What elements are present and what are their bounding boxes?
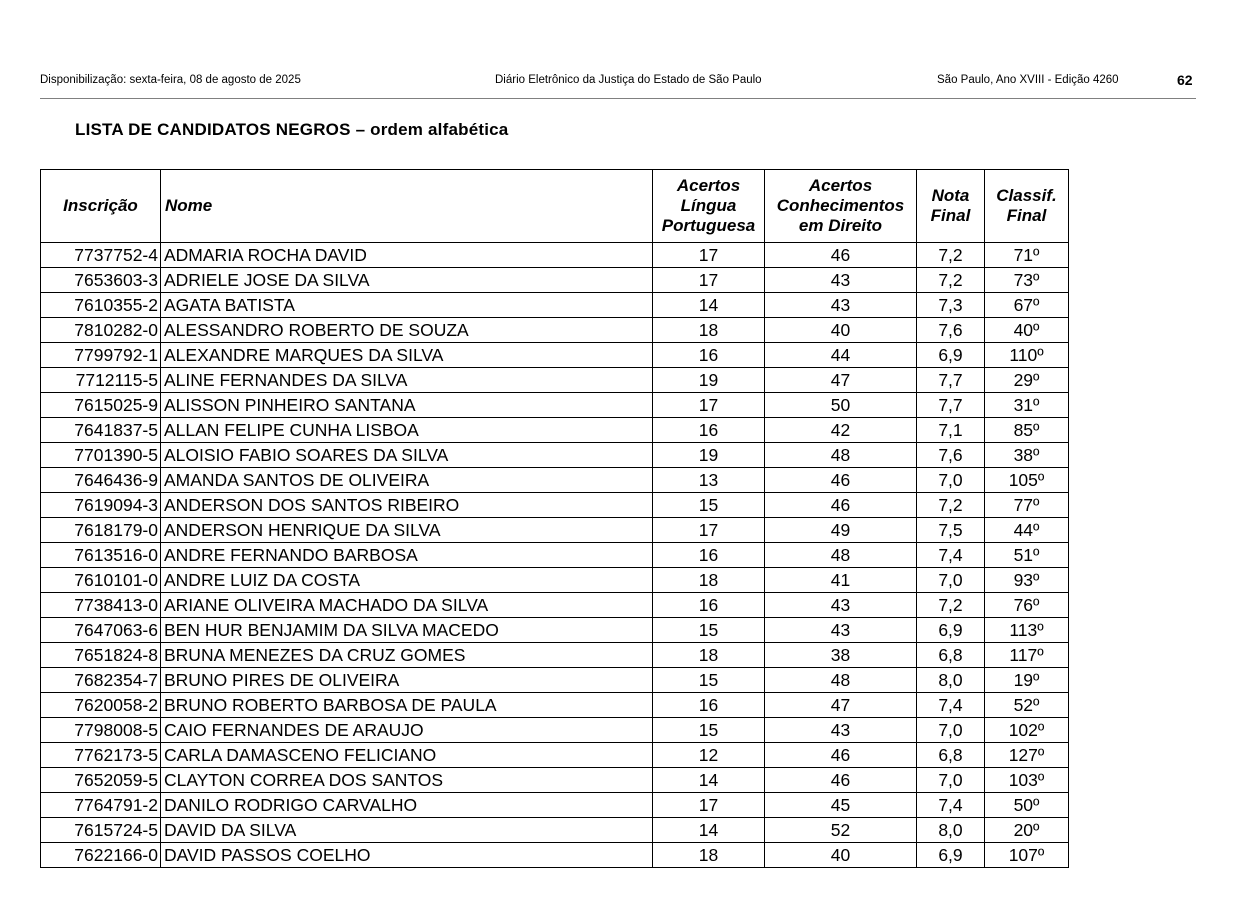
availability-date: Disponibilização: sexta-feira, 08 de agosto de 2025 [40,74,301,86]
cell-nota-final: 7,5 [917,518,985,543]
cell-acertos-direito: 46 [765,743,917,768]
cell-inscricao: 7615724-5 [41,818,161,843]
cell-acertos-lingua: 16 [653,343,765,368]
header-line: Nota [931,186,970,205]
cell-nome: DAVID PASSOS COELHO [161,843,653,868]
cell-classif-final: 85º [985,418,1069,443]
cell-nome: ALOISIO FABIO SOARES DA SILVA [161,443,653,468]
header-line: Final [930,206,971,225]
cell-acertos-lingua: 16 [653,543,765,568]
cell-inscricao: 7615025-9 [41,393,161,418]
cell-inscricao: 7712115-5 [41,368,161,393]
col-header-nome: Nome [161,170,653,243]
cell-nota-final: 7,4 [917,793,985,818]
table-row [41,268,1069,293]
cell-inscricao: 7738413-0 [41,593,161,618]
cell-classif-final: 29º [985,368,1069,393]
header-line: Conhecimentos [776,196,905,215]
col-header-inscricao: Inscrição [41,170,161,243]
cell-acertos-lingua: 17 [653,393,765,418]
cell-inscricao: 7737752-4 [41,243,161,268]
cell-acertos-direito: 41 [765,568,917,593]
cell-acertos-direito: 43 [765,268,917,293]
cell-nome: ALLAN FELIPE CUNHA LISBOA [161,418,653,443]
cell-nome: DANILO RODRIGO CARVALHO [161,793,653,818]
header-line: Acertos [676,176,741,195]
cell-nome: ANDERSON DOS SANTOS RIBEIRO [161,493,653,518]
cell-nome: ALISSON PINHEIRO SANTANA [161,393,653,418]
cell-acertos-direito: 46 [765,243,917,268]
cell-acertos-lingua: 15 [653,668,765,693]
cell-acertos-direito: 46 [765,468,917,493]
cell-acertos-lingua: 18 [653,843,765,868]
cell-acertos-direito: 52 [765,818,917,843]
cell-classif-final: 31º [985,393,1069,418]
cell-acertos-direito: 43 [765,618,917,643]
table-row [41,568,1069,593]
cell-classif-final: 107º [985,843,1069,868]
cell-classif-final: 67º [985,293,1069,318]
cell-nome: CARLA DAMASCENO FELICIANO [161,743,653,768]
cell-classif-final: 76º [985,593,1069,618]
cell-acertos-direito: 40 [765,843,917,868]
cell-nota-final: 8,0 [917,668,985,693]
cell-acertos-direito: 47 [765,368,917,393]
cell-classif-final: 103º [985,768,1069,793]
cell-acertos-lingua: 18 [653,643,765,668]
cell-acertos-direito: 49 [765,518,917,543]
col-header-acertos-lingua [653,170,765,243]
cell-classif-final: 44º [985,518,1069,543]
cell-inscricao: 7618179-0 [41,518,161,543]
cell-acertos-lingua: 15 [653,718,765,743]
cell-acertos-direito: 45 [765,793,917,818]
cell-acertos-direito: 43 [765,593,917,618]
header-line: Classif. [996,186,1057,205]
cell-acertos-lingua: 17 [653,243,765,268]
cell-inscricao: 7620058-2 [41,693,161,718]
cell-classif-final: 105º [985,468,1069,493]
table-row [41,443,1069,468]
candidates-table [40,169,1069,868]
cell-nome: AMANDA SANTOS DE OLIVEIRA [161,468,653,493]
col-header-classif-final [985,170,1069,243]
cell-acertos-lingua: 17 [653,793,765,818]
cell-nome: ALEXANDRE MARQUES DA SILVA [161,343,653,368]
cell-nota-final: 7,0 [917,568,985,593]
header-line: Portuguesa [661,216,756,235]
cell-classif-final: 71º [985,243,1069,268]
cell-inscricao: 7810282-0 [41,318,161,343]
table-row [41,593,1069,618]
table-row [41,368,1069,393]
table-row [41,543,1069,568]
cell-nota-final: 7,0 [917,718,985,743]
cell-acertos-direito: 38 [765,643,917,668]
cell-acertos-lingua: 17 [653,268,765,293]
cell-nome: ANDRE LUIZ DA COSTA [161,568,653,593]
table-row [41,718,1069,743]
cell-acertos-lingua: 19 [653,368,765,393]
cell-inscricao: 7610355-2 [41,293,161,318]
cell-acertos-direito: 42 [765,418,917,443]
page-number: 62 [1177,72,1193,88]
cell-acertos-lingua: 12 [653,743,765,768]
header-line: Final [1006,206,1047,225]
cell-nota-final: 7,3 [917,293,985,318]
table-row [41,243,1069,268]
cell-nome: DAVID DA SILVA [161,818,653,843]
col-header-acertos-direito [765,170,917,243]
cell-nome: AGATA BATISTA [161,293,653,318]
cell-nome: ANDERSON HENRIQUE DA SILVA [161,518,653,543]
cell-inscricao: 7701390-5 [41,443,161,468]
table-row [41,343,1069,368]
cell-classif-final: 40º [985,318,1069,343]
table-row [41,293,1069,318]
cell-acertos-lingua: 16 [653,418,765,443]
header-line: Língua [680,196,737,215]
cell-nota-final: 7,2 [917,243,985,268]
cell-nota-final: 7,2 [917,493,985,518]
table-row [41,318,1069,343]
cell-acertos-direito: 40 [765,318,917,343]
list-title: LISTA DE CANDIDATOS NEGROS – ordem alfabética [75,120,509,139]
cell-nota-final: 7,1 [917,418,985,443]
cell-inscricao: 7641837-5 [41,418,161,443]
cell-nota-final: 7,7 [917,393,985,418]
cell-inscricao: 7653603-3 [41,268,161,293]
cell-inscricao: 7613516-0 [41,543,161,568]
cell-classif-final: 127º [985,743,1069,768]
cell-acertos-direito: 48 [765,543,917,568]
cell-nota-final: 7,2 [917,268,985,293]
cell-classif-final: 20º [985,818,1069,843]
table-row [41,818,1069,843]
cell-acertos-direito: 43 [765,293,917,318]
table-row [41,518,1069,543]
cell-acertos-lingua: 16 [653,593,765,618]
table-row [41,493,1069,518]
cell-nota-final: 6,8 [917,643,985,668]
cell-nota-final: 7,7 [917,368,985,393]
cell-classif-final: 113º [985,618,1069,643]
cell-classif-final: 51º [985,543,1069,568]
cell-nome: ADRIELE JOSE DA SILVA [161,268,653,293]
table-row [41,618,1069,643]
cell-inscricao: 7646436-9 [41,468,161,493]
cell-classif-final: 19º [985,668,1069,693]
cell-inscricao: 7682354-7 [41,668,161,693]
cell-classif-final: 73º [985,268,1069,293]
cell-inscricao: 7651824-8 [41,643,161,668]
cell-acertos-lingua: 18 [653,318,765,343]
cell-acertos-lingua: 15 [653,618,765,643]
cell-inscricao: 7652059-5 [41,768,161,793]
cell-acertos-lingua: 18 [653,568,765,593]
cell-acertos-direito: 50 [765,393,917,418]
cell-acertos-direito: 47 [765,693,917,718]
cell-nome: BEN HUR BENJAMIM DA SILVA MACEDO [161,618,653,643]
cell-nome: ALINE FERNANDES DA SILVA [161,368,653,393]
table-row [41,393,1069,418]
table-body [41,243,1069,868]
cell-nome: ALESSANDRO ROBERTO DE SOUZA [161,318,653,343]
cell-nota-final: 7,4 [917,693,985,718]
cell-nome: ANDRE FERNANDO BARBOSA [161,543,653,568]
table-header-row [41,170,1069,243]
cell-nota-final: 7,0 [917,468,985,493]
cell-nome: BRUNO ROBERTO BARBOSA DE PAULA [161,693,653,718]
cell-nota-final: 6,8 [917,743,985,768]
cell-acertos-direito: 48 [765,668,917,693]
cell-acertos-lingua: 17 [653,518,765,543]
cell-acertos-direito: 46 [765,768,917,793]
cell-nota-final: 7,6 [917,318,985,343]
cell-classif-final: 52º [985,693,1069,718]
cell-nota-final: 6,9 [917,343,985,368]
cell-nota-final: 6,9 [917,618,985,643]
cell-inscricao: 7619094-3 [41,493,161,518]
cell-acertos-direito: 48 [765,443,917,468]
table-row [41,768,1069,793]
cell-inscricao: 7647063-6 [41,618,161,643]
table-row [41,693,1069,718]
journal-name: Diário Eletrônico da Justiça do Estado de São Paulo [495,74,762,86]
cell-nome: ARIANE OLIVEIRA MACHADO DA SILVA [161,593,653,618]
cell-acertos-lingua: 19 [653,443,765,468]
cell-inscricao: 7762173-5 [41,743,161,768]
cell-classif-final: 38º [985,443,1069,468]
cell-inscricao: 7610101-0 [41,568,161,593]
cell-classif-final: 102º [985,718,1069,743]
cell-acertos-lingua: 14 [653,818,765,843]
cell-nota-final: 8,0 [917,818,985,843]
cell-nome: CLAYTON CORREA DOS SANTOS [161,768,653,793]
table-row [41,793,1069,818]
cell-nome: ADMARIA ROCHA DAVID [161,243,653,268]
col-header-nota-final [917,170,985,243]
table-row [41,843,1069,868]
cell-acertos-lingua: 13 [653,468,765,493]
cell-acertos-lingua: 16 [653,693,765,718]
cell-nome: CAIO FERNANDES DE ARAUJO [161,718,653,743]
cell-inscricao: 7622166-0 [41,843,161,868]
cell-nome: BRUNO PIRES DE OLIVEIRA [161,668,653,693]
cell-classif-final: 93º [985,568,1069,593]
cell-classif-final: 77º [985,493,1069,518]
edition-info: São Paulo, Ano XVIII - Edição 4260 [937,74,1119,86]
cell-classif-final: 50º [985,793,1069,818]
cell-acertos-direito: 43 [765,718,917,743]
cell-nota-final: 7,4 [917,543,985,568]
cell-acertos-lingua: 14 [653,293,765,318]
table-row [41,668,1069,693]
cell-inscricao: 7798008-5 [41,718,161,743]
table-row [41,743,1069,768]
cell-nota-final: 6,9 [917,843,985,868]
cell-classif-final: 110º [985,343,1069,368]
header-line: Acertos [808,176,873,195]
cell-acertos-direito: 46 [765,493,917,518]
cell-acertos-lingua: 14 [653,768,765,793]
cell-inscricao: 7764791-2 [41,793,161,818]
cell-classif-final: 117º [985,643,1069,668]
table-row [41,418,1069,443]
cell-nota-final: 7,6 [917,443,985,468]
cell-acertos-lingua: 15 [653,493,765,518]
cell-acertos-direito: 44 [765,343,917,368]
cell-nota-final: 7,0 [917,768,985,793]
page-header [40,70,1196,99]
header-line: em Direito [798,216,883,235]
table-row [41,468,1069,493]
table-row [41,643,1069,668]
cell-nome: BRUNA MENEZES DA CRUZ GOMES [161,643,653,668]
cell-nota-final: 7,2 [917,593,985,618]
cell-inscricao: 7799792-1 [41,343,161,368]
